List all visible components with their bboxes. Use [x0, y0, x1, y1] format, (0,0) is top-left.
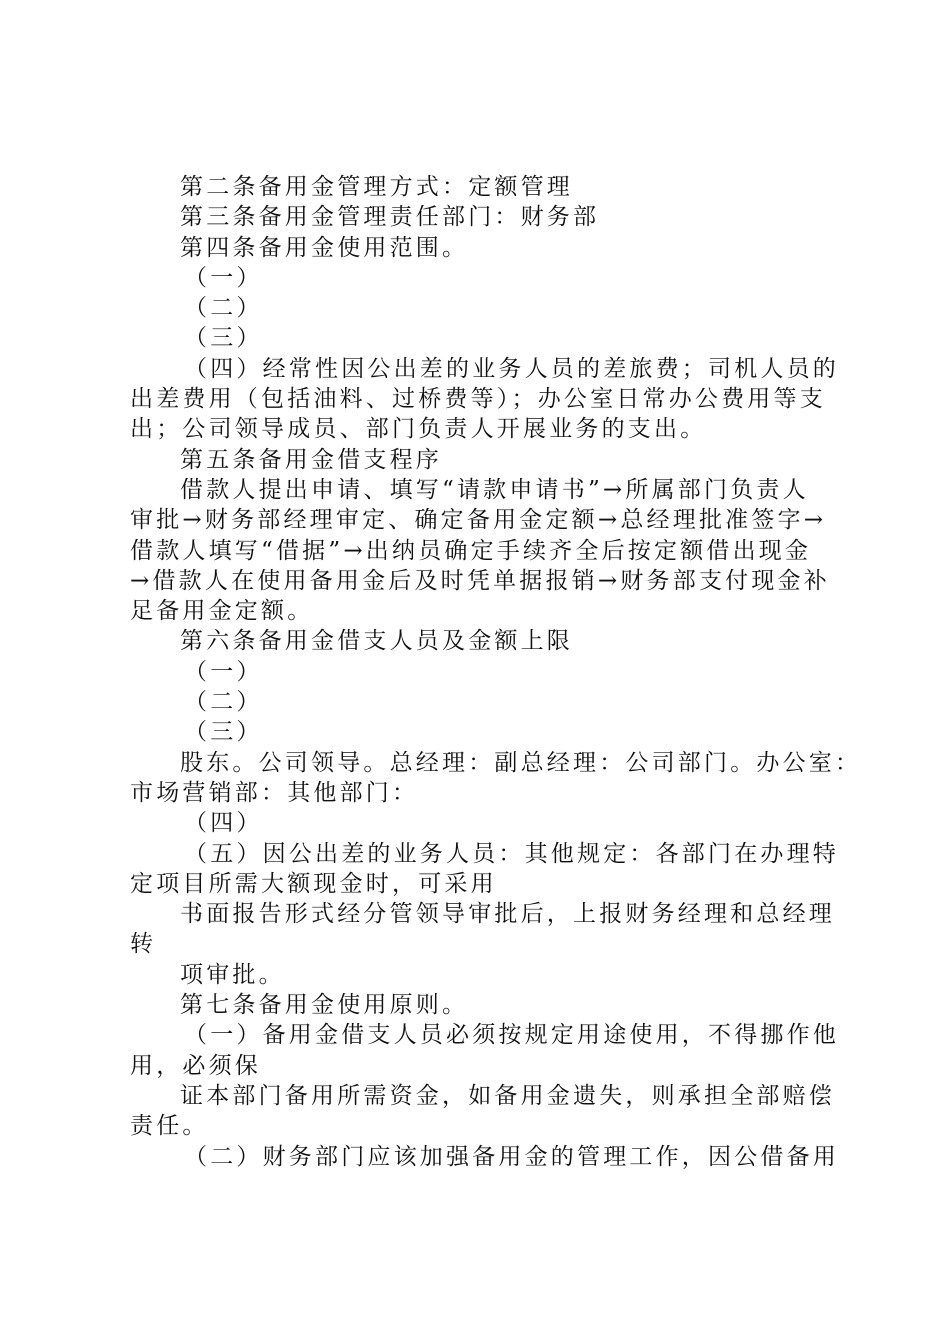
text-line: 责任。: [130, 1113, 209, 1140]
document-body: [130, 172, 862, 1172]
text-line: （四）: [184, 810, 263, 837]
text-line: 第二条备用金管理方式：定额管理: [180, 174, 573, 200]
text-line: （二）: [184, 689, 263, 716]
text-line: 借款人提出申请、填写“请款申请书”→所属部门负责人: [180, 476, 809, 503]
text-line: （五）因公出差的业务人员：其他规定：各部门在办理特: [184, 840, 839, 867]
text-line: （一）: [184, 658, 263, 685]
text-line: （一）备用金借支人员必须按规定用途使用，不得挪作他: [184, 1022, 839, 1049]
text-line: 第四条备用金使用范围。: [180, 234, 469, 261]
text-line: 市场营销部：其他部门：: [130, 779, 419, 806]
text-line: （四）经常性因公出差的业务人员的差旅费；司机人员的: [184, 355, 839, 382]
text-line: （三）: [184, 325, 263, 352]
text-line: 定项目所需大额现金时，可采用: [130, 870, 497, 897]
text-line: 借款人填写“借据”→出纳员确定手续齐全后按定额借出现金: [130, 537, 812, 564]
text-line: 足备用金定额。: [130, 598, 314, 625]
text-line: →借款人在使用备用金后及时凭单据报销→财务部支付现金补: [130, 567, 830, 594]
text-line: 股东。公司领导。总经理：副总经理：公司部门。办公室：: [180, 749, 862, 776]
text-line: （二）财务部门应该加强备用金的管理工作，因公借备用: [184, 1143, 839, 1170]
text-line: 第三条备用金管理责任部门：财务部: [180, 204, 600, 231]
text-line: 用，必须保: [130, 1052, 261, 1079]
text-line: 第六条备用金借支人员及金额上限: [180, 628, 573, 655]
text-line: 项审批。: [180, 961, 285, 988]
text-line: 出；公司领导成员、部门负责人开展业务的支出。: [130, 416, 707, 443]
text-line: （一）: [184, 264, 263, 291]
text-line: 第七条备用金使用原则。: [180, 992, 469, 1019]
text-line: （三）: [184, 719, 263, 746]
text-line: 审批→财务部经理审定、确定备用金定额→总经理批准签字→: [130, 507, 827, 534]
text-line: 证本部门备用所需资金，如备用金遗失，则承担全部赔偿: [180, 1082, 835, 1109]
text-line: 出差费用（包括油料、过桥费等）；办公室日常办公费用等支: [130, 386, 826, 413]
text-line: 转: [130, 931, 157, 958]
text-line: （二）: [184, 295, 263, 322]
text-line: 书面报告形式经分管领导审批后，上报财务经理和总经理: [180, 901, 835, 928]
text-line: 第五条备用金借支程序: [180, 446, 442, 473]
